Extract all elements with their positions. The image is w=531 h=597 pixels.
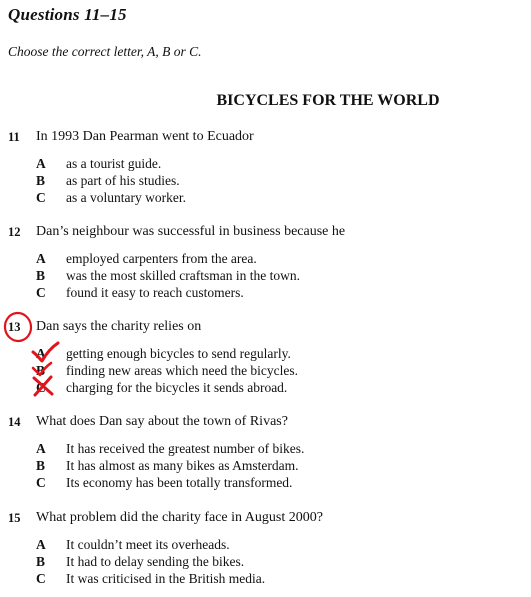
- question-number: 13: [8, 320, 21, 334]
- question-number: 11: [8, 130, 20, 144]
- option-letter: C: [36, 285, 46, 300]
- question-number: 14: [8, 415, 21, 429]
- option-b[interactable]: [0, 553, 531, 570]
- option-letter: B: [36, 458, 46, 473]
- option-text: as a voluntary worker.: [66, 190, 186, 205]
- option-text: It couldn’t meet its overheads.: [66, 537, 230, 552]
- option-text: Its economy has been totally transformed.: [66, 475, 293, 490]
- option-text: charging for the bicycles it sends abroad.: [66, 380, 288, 395]
- question-12: [0, 222, 531, 301]
- option-a[interactable]: [0, 250, 531, 267]
- option-letter: C: [36, 380, 46, 395]
- option-letter: A: [36, 537, 46, 552]
- option-c[interactable]: [0, 189, 531, 206]
- question-text: Dan’s neighbour was successful in business because he: [36, 224, 346, 239]
- option-a[interactable]: [0, 536, 531, 553]
- question-text: In 1993 Dan Pearman went to Ecuador: [36, 129, 254, 144]
- question-text: What problem did the charity face in August 2000?: [36, 510, 323, 525]
- option-letter: B: [36, 268, 46, 283]
- option-text: finding new areas which need the bicycles.: [66, 363, 299, 378]
- question-15: [0, 508, 531, 587]
- option-letter: C: [36, 190, 46, 205]
- option-letter: A: [36, 251, 46, 266]
- option-text: getting enough bicycles to send regularly.: [66, 346, 291, 361]
- question-number: 12: [8, 225, 21, 239]
- option-text: employed carpenters from the area.: [66, 251, 257, 266]
- option-c[interactable]: [0, 379, 531, 396]
- question-text: Dan says the charity relies on: [36, 319, 202, 334]
- option-b[interactable]: [0, 362, 531, 379]
- option-text: as part of his studies.: [66, 173, 180, 188]
- option-c[interactable]: [0, 570, 531, 587]
- option-text: It has received the greatest number of bikes.: [66, 441, 305, 456]
- option-c[interactable]: [0, 474, 531, 491]
- option-b[interactable]: [0, 267, 531, 284]
- question-text: What does Dan say about the town of Rivas?: [36, 414, 288, 429]
- option-letter: B: [36, 363, 46, 378]
- section-heading: Questions 11–15: [8, 5, 127, 24]
- option-letter: B: [36, 173, 46, 188]
- option-b[interactable]: [0, 172, 531, 189]
- option-b[interactable]: [0, 457, 531, 474]
- question-11: [0, 127, 531, 206]
- option-text: It had to delay sending the bikes.: [66, 554, 245, 569]
- option-letter: A: [36, 346, 46, 361]
- option-letter: C: [36, 571, 46, 586]
- option-text: It has almost as many bikes as Amsterdam.: [66, 458, 299, 473]
- option-a[interactable]: [0, 440, 531, 457]
- option-text: found it easy to reach customers.: [66, 285, 244, 300]
- option-text: was the most skilled craftsman in the town.: [66, 268, 300, 283]
- option-c[interactable]: [0, 284, 531, 301]
- option-a[interactable]: [0, 155, 531, 172]
- option-letter: A: [36, 441, 46, 456]
- option-text: It was criticised in the British media.: [66, 571, 266, 586]
- instruction-text: Choose the correct letter, A, B or C.: [8, 44, 202, 59]
- option-letter: C: [36, 475, 46, 490]
- option-text: as a tourist guide.: [66, 156, 162, 171]
- question-number: 15: [8, 511, 21, 525]
- option-letter: B: [36, 554, 46, 569]
- option-a[interactable]: [0, 345, 531, 362]
- page-title: BICYCLES FOR THE WORLD: [216, 92, 440, 109]
- option-letter: A: [36, 156, 46, 171]
- question-13: [0, 317, 531, 396]
- question-14: [0, 412, 531, 491]
